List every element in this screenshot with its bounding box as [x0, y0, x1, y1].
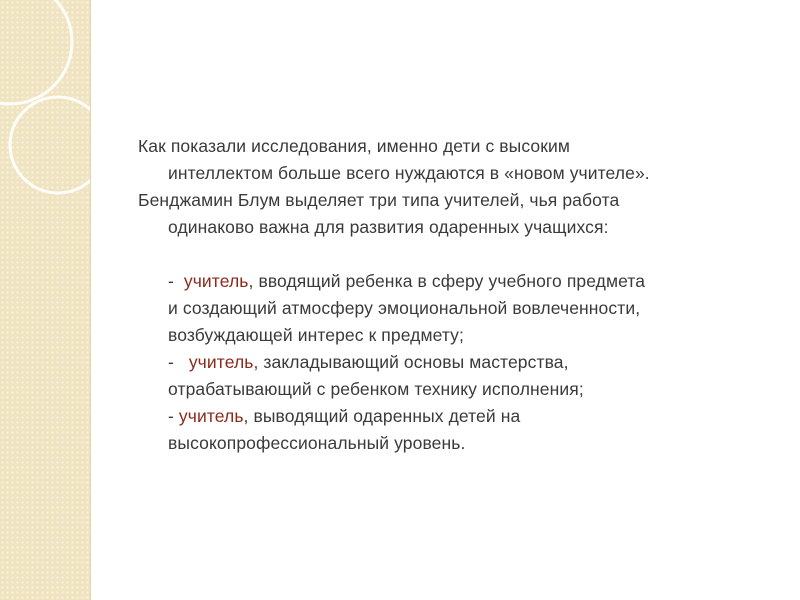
list-item — [138, 403, 788, 457]
decorative-circle-small — [10, 97, 90, 193]
list-item-line: возбуждающей интерес к предмету; — [168, 325, 464, 345]
slide-text — [138, 133, 788, 457]
intro-line-1: Как показали исследования, именно дети с высоким — [138, 136, 570, 156]
list-item-text: , вводящий ребенка в сферу учебного предмета — [248, 271, 646, 291]
list-item — [138, 349, 788, 403]
list-item-text: , выводящий одаренных детей на — [243, 406, 521, 426]
list-item-line: отрабатывающий с ребенком технику исполнения; — [168, 379, 584, 399]
list-item-keyword: учитель — [183, 271, 249, 291]
decorative-side-band — [0, 0, 91, 600]
list-item-line: высокопрофессиональный уровень. — [168, 433, 466, 453]
decorative-circles — [0, 0, 90, 600]
list-item-keyword: учитель, — [188, 352, 259, 372]
list-item-line — [168, 403, 788, 430]
intro-line-2: интеллектом больше всего нуждаются в «новом учителе». — [168, 163, 650, 183]
list-item-line — [168, 349, 788, 376]
list-item-line: и создающий атмосферу эмоциональной вовлеченности, — [168, 298, 641, 318]
list-item-dash: - — [168, 271, 184, 291]
list-item-keyword: учитель — [178, 406, 244, 426]
intro-paragraph-1 — [138, 133, 788, 187]
intro-line-3: Бенджамин Блум выделяет три типа учителей, чья работа — [138, 190, 620, 210]
intro-paragraph-2 — [138, 187, 788, 241]
decorative-circle-large — [0, 0, 72, 104]
list-item-text: закладывающий основы мастерства, — [258, 352, 569, 372]
list-item-line — [168, 268, 788, 295]
list-item-dash: - — [168, 352, 189, 372]
list-item-dash: - — [168, 406, 179, 426]
list-item — [138, 268, 788, 349]
intro-line-4: одинаково важна для развития одаренных учащихся: — [168, 217, 609, 237]
